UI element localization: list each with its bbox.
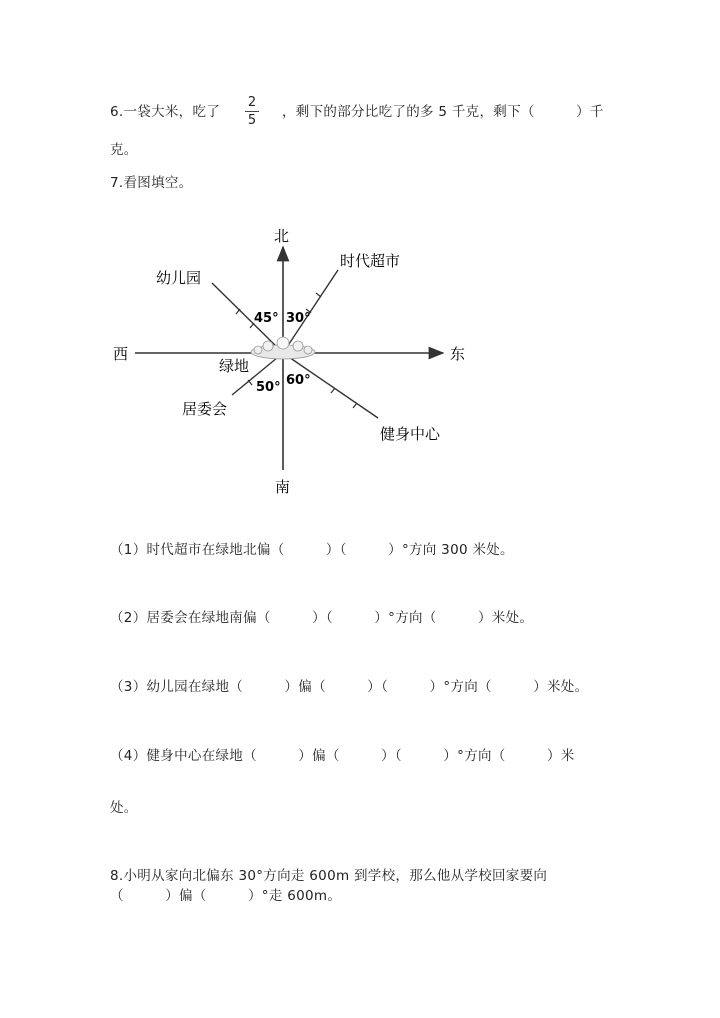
q8-line1: 8.小明从家向北偏东 30°方向走 600m 到学校，那么他从学校回家要向 — [110, 868, 548, 884]
angle-supermarket: 30° — [286, 311, 311, 326]
south-label: 南 — [275, 478, 291, 496]
q7-title: 7.看图填空。 — [110, 175, 193, 191]
label-committee: 居委会 — [182, 400, 228, 418]
q8-line2: （ ）偏（ ）°走 600m。 — [110, 888, 342, 904]
q6-text-b: ，剩下的部分比吃了的多 5 千克，剩下（ ）千 — [282, 104, 604, 120]
q6-line2: 克。 — [110, 142, 138, 158]
label-supermarket: 时代超市 — [340, 252, 401, 270]
label-kindergarten: 幼儿园 — [156, 269, 202, 287]
q7-sub4-end: 处。 — [110, 800, 138, 816]
q7-sub3: （3）幼儿园在绿地（ ）偏（ ）（ ）°方向（ ）米处。 — [110, 679, 589, 695]
fraction-denominator: 5 — [247, 113, 257, 128]
north-label: 北 — [274, 227, 290, 245]
label-fitness: 健身中心 — [380, 425, 441, 443]
q6-text-a: 6.一袋大米，吃了 — [110, 104, 221, 120]
angle-kindergarten: 45° — [254, 311, 279, 326]
fraction-numerator: 2 — [247, 95, 257, 110]
q7-sub4: （4）健身中心在绿地（ ）偏（ ）（ ）°方向（ ）米 — [110, 748, 575, 764]
angle-committee: 50° — [256, 380, 281, 395]
q7-sub1: （1）时代超市在绿地北偏（ ）（ ）°方向 300 米处。 — [110, 542, 514, 558]
greenland-icon — [251, 337, 315, 359]
west-label: 西 — [113, 345, 129, 363]
label-greenland: 绿地 — [219, 357, 250, 375]
q7-sub2: （2）居委会在绿地南偏（ ）（ ）°方向（ ）米处。 — [110, 610, 534, 626]
east-label: 东 — [450, 345, 466, 363]
angle-fitness: 60° — [286, 373, 311, 388]
